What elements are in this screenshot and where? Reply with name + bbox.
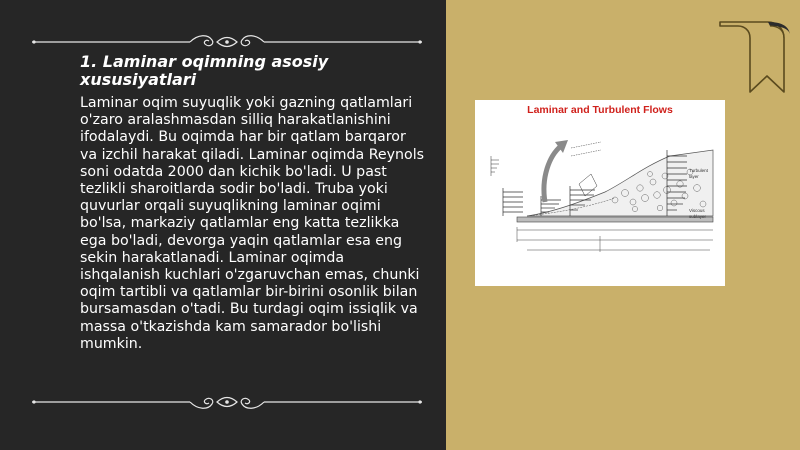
flow-diagram-drawing (475, 100, 725, 286)
label-viscous: Viscous (689, 208, 705, 213)
flourish-divider-icon (30, 392, 424, 412)
label-turbulent: Turbulent (689, 168, 708, 173)
bookmark-ribbon-icon (718, 18, 793, 98)
diagram-title: Laminar and Turbulent Flows (527, 104, 673, 116)
flow-diagram (475, 100, 725, 286)
label-layer: layer (689, 174, 699, 179)
slide-body-text: Laminar oqim suyuqlik yoki gazning qatlamlari o'zaro aralashmasdan silliq harakatlanishini ifodalaydi. Bu oqimda har bir qatlam barqaror va izchil harakat qiladi. Laminar oqimda Reynols soni odatda 2000 dan kichik bo'ladi. U past tezlikli sharoitlarda sodir bo'ladi. Truba yoki quvurlar orqali suyuqlikning laminar oqimi bo'lsa, markaziy qatlamlar eng katta tezlikka ega bo'ladi, devorga yaqin qatlamlar esa eng sekin harakatlanadi. Laminar oqimda ishqalanish kuchlari o'zgaruvchan emas, chunki oqim tartibli va qatlamlar bir-birini osonlik bilan bursamasdan o'tadi. Bu turdagi oqim issiqlik va massa o'tkazishda kam samarador bo'lishi mumkin. (80, 95, 425, 352)
label-sublayer: sublayer (689, 214, 707, 219)
slide-title: 1. Laminar oqimning asosiy xususiyatlari (80, 52, 329, 89)
flourish-divider-icon (30, 32, 424, 52)
